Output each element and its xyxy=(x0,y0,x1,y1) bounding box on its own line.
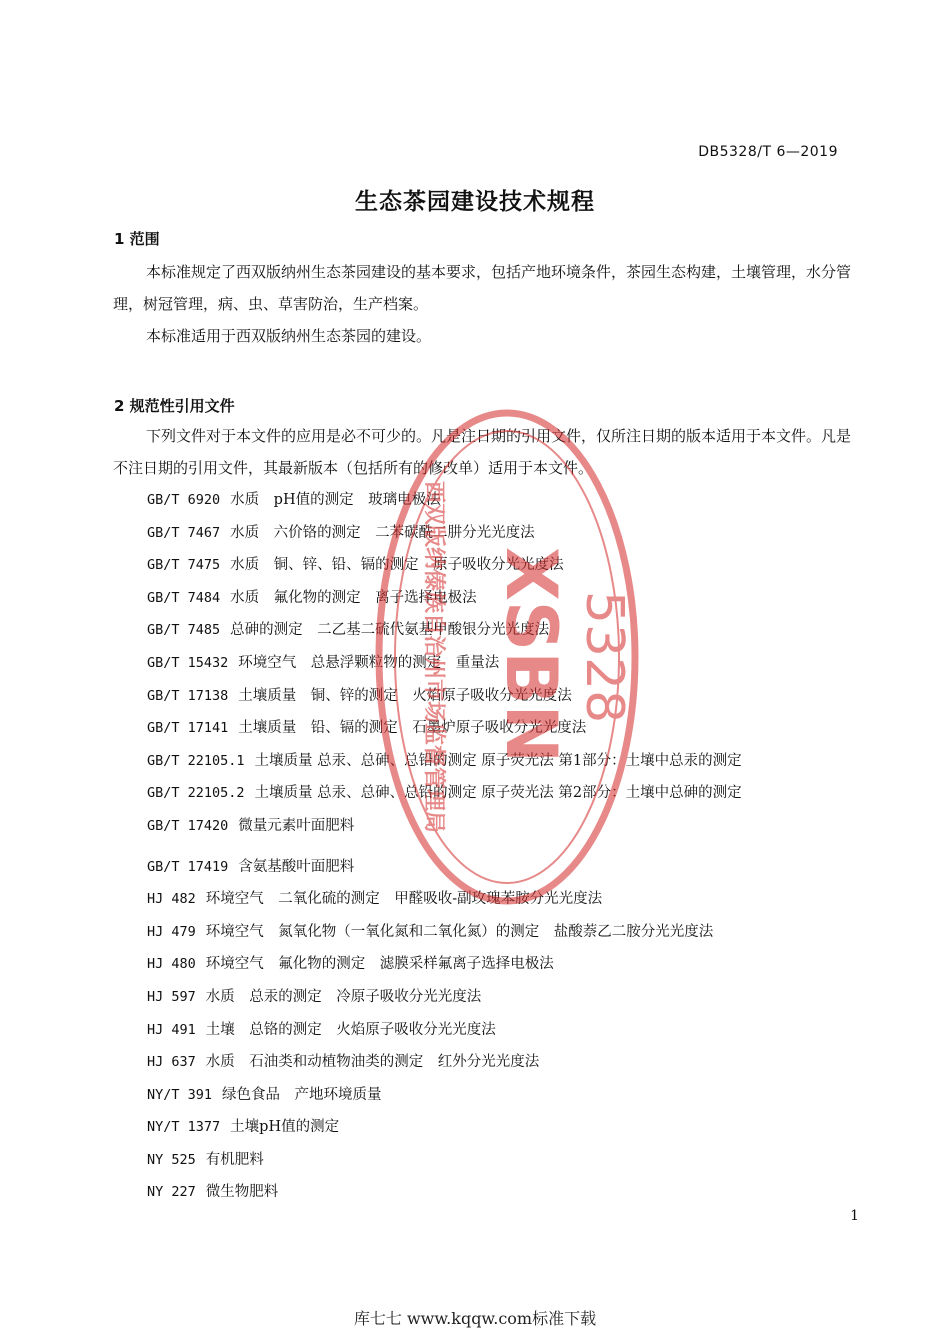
reference-code: GB/T 17138 xyxy=(147,687,229,704)
reference-code: GB/T 17419 xyxy=(147,858,229,875)
reference-title: 微量元素叶面肥料 xyxy=(238,817,355,834)
reference-title: 土壤质量 铜、锌的测定 火焰原子吸收分光光度法 xyxy=(238,687,572,704)
reference-item xyxy=(147,614,742,647)
reference-title: 土壤质量 铅、镉的测定 石墨炉原子吸收分光光度法 xyxy=(238,720,587,737)
reference-item xyxy=(147,1046,742,1079)
reference-code: GB/T 17420 xyxy=(147,817,229,834)
reference-title: 土壤质量 总汞、总砷、总铅的测定 原子荧光法 第1部分：土壤中总汞的测定 xyxy=(254,752,742,769)
reference-item xyxy=(147,582,742,615)
reference-item xyxy=(147,1144,742,1177)
scope-paragraph-1: 本标准规定了西双版纳州生态茶园建设的基本要求，包括产地环境条件，茶园生态构建，土壤管理，水分管理，树冠管理，病、虫、草害防治，生产档案。 xyxy=(113,263,852,313)
reference-title: 土壤 总铬的测定 火焰原子吸收分光光度法 xyxy=(205,1021,496,1038)
reference-item xyxy=(147,948,742,981)
reference-item xyxy=(147,484,742,517)
scope-paragraph-2: 本标准适用于西双版纳州生态茶园的建设。 xyxy=(146,327,432,345)
reference-title: 总砷的测定 二乙基二硫代氨基甲酸银分光光度法 xyxy=(230,622,550,639)
reference-code: NY/T 1377 xyxy=(147,1119,221,1136)
reference-title: 环境空气 总悬浮颗粒物的测定 重量法 xyxy=(238,654,500,671)
section-heading-references: 2 规范性引用文件 xyxy=(114,397,235,415)
reference-code: HJ 637 xyxy=(147,1054,196,1071)
reference-code: GB/T 7475 xyxy=(147,557,221,574)
reference-item xyxy=(147,916,742,949)
reference-code: GB/T 7467 xyxy=(147,524,221,541)
document-code: DB5328/T 6—2019 xyxy=(698,144,838,160)
references-intro: 下列文件对于本文件的应用是必不可少的。凡是注日期的引用文件，仅所注日期的版本适用于本文件。凡是不注日期的引用文件，其最新版本（包括所有的修改单）适用于本文件。 xyxy=(113,427,852,477)
reference-title: 水质 氟化物的测定 离子选择电极法 xyxy=(230,589,477,606)
reference-title: 土壤质量 总汞、总砷、总铅的测定 原子荧光法 第2部分：土壤中总砷的测定 xyxy=(254,785,742,802)
reference-item xyxy=(147,745,742,778)
reference-code: HJ 491 xyxy=(147,1021,196,1038)
reference-item xyxy=(147,1014,742,1047)
reference-title: 水质 石油类和动植物油类的测定 红外分光光度法 xyxy=(205,1054,540,1071)
reference-code: GB/T 22105.1 xyxy=(147,752,245,769)
document-title: 生态茶园建设技术规程 xyxy=(355,189,595,215)
reference-code: NY 525 xyxy=(147,1151,196,1168)
reference-code: GB/T 6920 xyxy=(147,492,221,508)
reference-item xyxy=(147,517,742,550)
reference-code: GB/T 17141 xyxy=(147,720,229,737)
reference-code: HJ 482 xyxy=(147,891,196,908)
reference-code: GB/T 22105.2 xyxy=(147,785,245,802)
reference-item xyxy=(147,777,742,810)
reference-item xyxy=(147,1176,742,1209)
reference-item xyxy=(147,1111,742,1144)
reference-title: 含氨基酸叶面肥料 xyxy=(238,858,355,875)
reference-item xyxy=(147,883,742,916)
seal-number-text: 5328 xyxy=(574,590,634,724)
section-heading-scope: 1 范围 xyxy=(114,230,160,248)
reference-code: GB/T 15432 xyxy=(147,654,229,671)
reference-title: 有机肥料 xyxy=(205,1151,264,1168)
reference-list xyxy=(147,484,742,1209)
reference-code: HJ 480 xyxy=(147,956,196,973)
seal-agency-text: 西双版纳傣族自治州市场监督管理局 xyxy=(421,480,446,834)
page-number: 1 xyxy=(850,1208,859,1224)
reference-title: 水质 总汞的测定 冷原子吸收分光光度法 xyxy=(205,988,482,1005)
reference-title: 水质 pH值的测定 玻璃电极法 xyxy=(230,492,441,508)
reference-title: 微生物肥料 xyxy=(205,1184,279,1201)
reference-title: 水质 六价铬的测定 二苯碳酰二肼分光光度法 xyxy=(230,524,535,541)
seal-center-text: XSBN xyxy=(490,546,572,764)
reference-item xyxy=(147,712,742,745)
reference-code: GB/T 7484 xyxy=(147,589,221,606)
reference-code: GB/T 7485 xyxy=(147,622,221,639)
reference-title: 环境空气 氮氧化物（一氧化氮和二氧化氮）的测定 盐酸萘乙二胺分光光度法 xyxy=(205,923,714,940)
reference-title: 绿色食品 产地环境质量 xyxy=(222,1086,382,1103)
footer-watermark-text: 库七七 www.kqqw.com标准下载 xyxy=(353,1309,597,1328)
reference-item xyxy=(147,647,742,680)
reference-code: NY 227 xyxy=(147,1184,196,1201)
reference-code: HJ 597 xyxy=(147,988,196,1005)
reference-item xyxy=(147,851,742,884)
reference-title: 水质 铜、锌、铅、镉的测定 原子吸收分光光度法 xyxy=(230,557,564,574)
reference-code: HJ 479 xyxy=(147,923,196,940)
reference-item xyxy=(147,1079,742,1112)
reference-item xyxy=(147,981,742,1014)
reference-title: 土壤pH值的测定 xyxy=(230,1119,340,1136)
reference-item xyxy=(147,810,742,843)
reference-title: 环境空气 二氧化硫的测定 甲醛吸收-副玫瑰苯胺分光光度法 xyxy=(205,891,603,908)
reference-title: 环境空气 氟化物的测定 滤膜采样氟离子选择电极法 xyxy=(205,956,554,973)
reference-code: NY/T 391 xyxy=(147,1086,213,1103)
reference-item xyxy=(147,549,742,582)
reference-item xyxy=(147,680,742,713)
